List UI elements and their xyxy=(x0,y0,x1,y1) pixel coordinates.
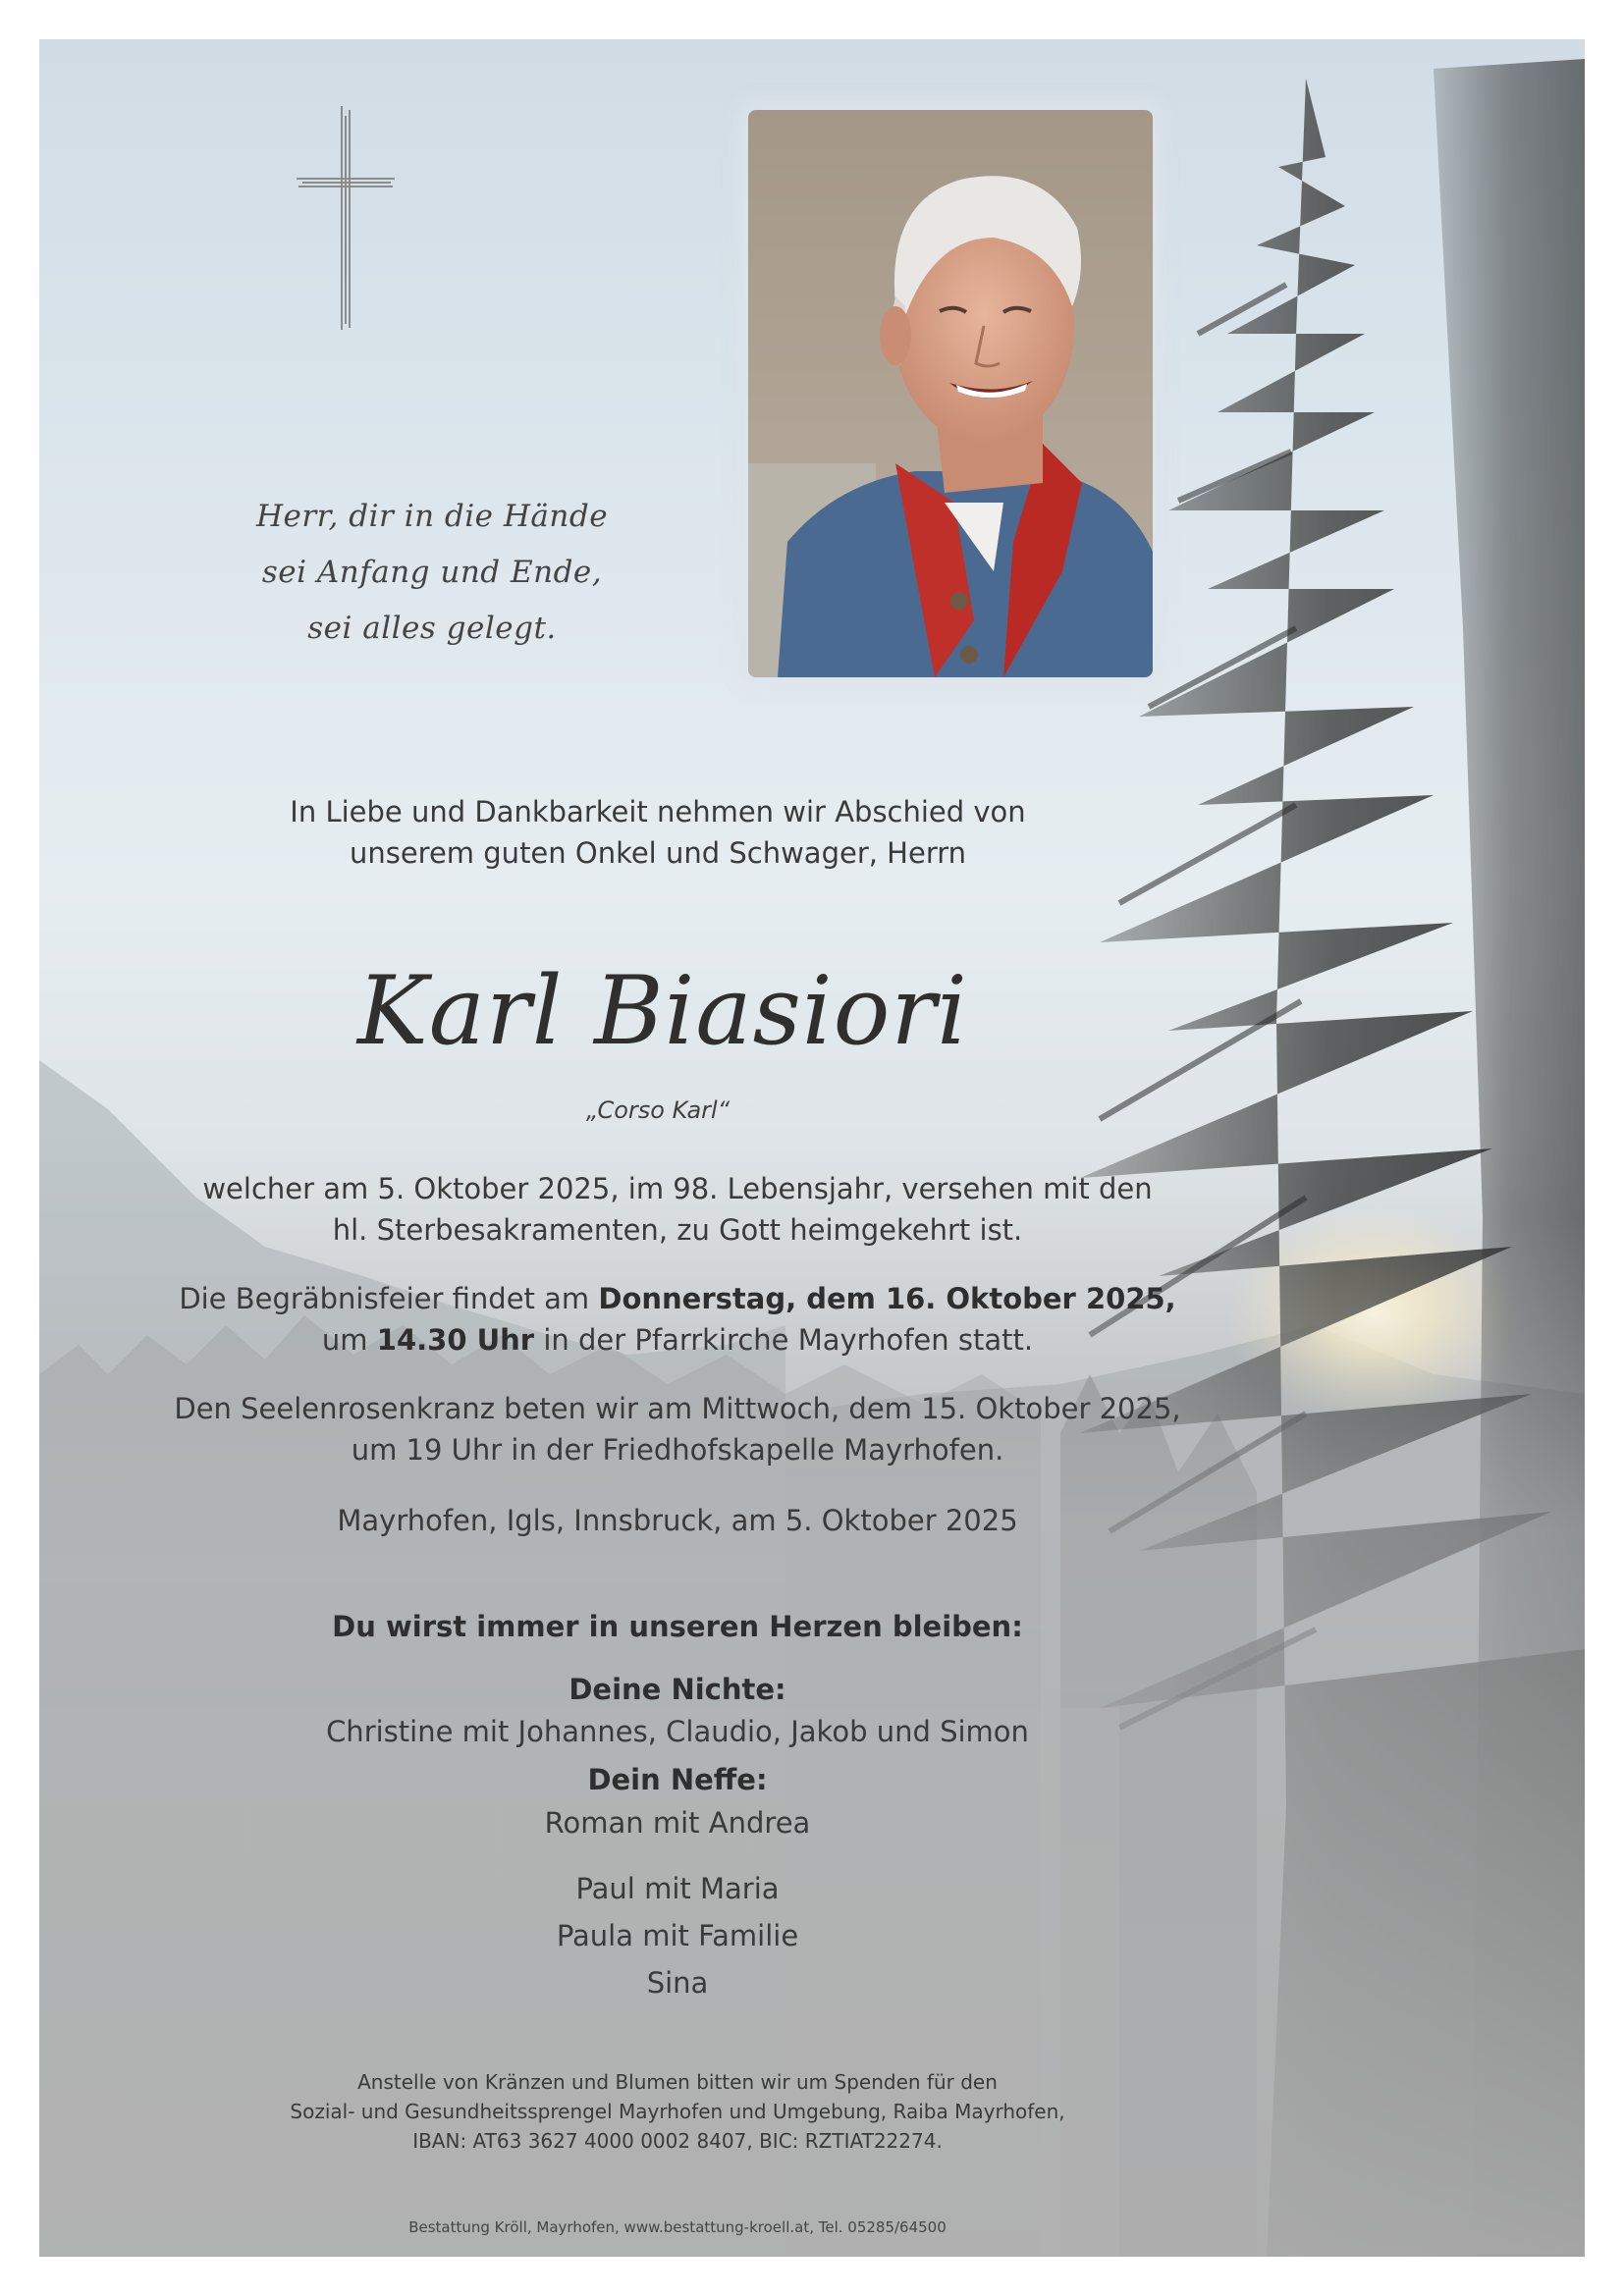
funeral-time: 14.30 Uhr xyxy=(376,1323,535,1357)
donation-line-2: Sozial- und Gesundheitssprengel Mayrhofen und Umgebung, Raiba Mayrhofen, xyxy=(290,2100,1065,2123)
footer-funeral-home: Bestattung Kröll, Mayrhofen, www.bestattung-kroell.at, Tel. 05285/64500 xyxy=(408,2218,947,2236)
rosary-line-2: um 19 Uhr in der Friedhofskapelle Mayrhofen. xyxy=(351,1433,1004,1467)
mourners-heading xyxy=(137,1606,1218,1647)
niece-names: Christine mit Johannes, Claudio, Jakob und Simon xyxy=(326,1715,1029,1748)
rosary-info xyxy=(79,1388,1276,1470)
deceased-nickname: „Corso Karl“ xyxy=(585,1096,731,1124)
nephew-label-text: Dein Neffe: xyxy=(587,1763,768,1796)
cross-icon xyxy=(297,106,395,330)
portrait-photo xyxy=(748,110,1153,677)
other-mourners xyxy=(137,1865,1218,2006)
mourner-item: Sina xyxy=(646,1966,709,2000)
donation-line-3: IBAN: AT63 3627 4000 0002 8407, BIC: RZTIAT22274. xyxy=(412,2129,943,2153)
death-notice-line-1: welcher am 5. Oktober 2025, im 98. Lebensjahr, versehen mit den xyxy=(202,1172,1153,1205)
donation-line-1: Anstelle von Kränzen und Blumen bitten wir um Spenden für den xyxy=(357,2070,998,2094)
place-date: Mayrhofen, Igls, Innsbruck, am 5. Oktober 2025 xyxy=(337,1504,1018,1537)
niece-label-text: Deine Nichte: xyxy=(568,1673,786,1706)
portrait-image xyxy=(748,110,1153,677)
funeral-line2-post: in der Pfarrkirche Mayrhofen statt. xyxy=(534,1323,1034,1357)
verse xyxy=(177,489,687,657)
mourner-item: Paula mit Familie xyxy=(556,1919,799,1952)
verse-line-1: Herr, dir in die Hände xyxy=(255,499,609,534)
verse-line-2: sei Anfang und Ende, xyxy=(261,555,603,590)
funeral-info xyxy=(98,1278,1257,1361)
niece-label xyxy=(137,1669,1218,1710)
intro-line-1: In Liebe und Dankbarkeit nehmen wir Abschied von xyxy=(290,795,1026,828)
deceased-name: Karl Biasiori xyxy=(357,956,968,1066)
intro-text xyxy=(137,791,1178,874)
funeral-line-1 xyxy=(98,1278,1257,1319)
funeral-date: Donnerstag, dem 16. Oktober 2025, xyxy=(598,1282,1176,1315)
death-notice xyxy=(98,1168,1257,1251)
mourner-item: Paul mit Maria xyxy=(575,1872,780,1905)
nephew-names: Roman mit Andrea xyxy=(544,1806,811,1840)
intro-line-2: unserem guten Onkel und Schwager, Herrn xyxy=(349,836,967,870)
funeral-pre: Die Begräbnisfeier findet am xyxy=(179,1282,599,1315)
nephew-label xyxy=(137,1759,1218,1800)
rosary-line-1: Den Seelenrosenkranz beten wir am Mittwoch, dem 15. Oktober 2025, xyxy=(174,1392,1181,1425)
obituary-card xyxy=(39,39,1585,2257)
donation-note xyxy=(137,2067,1218,2156)
death-notice-line-2: hl. Sterbesakramenten, zu Gott heimgekehrt ist. xyxy=(332,1213,1023,1247)
mourners-heading-text: Du wirst immer in unseren Herzen bleiben: xyxy=(332,1610,1023,1643)
verse-line-3: sei alles gelegt. xyxy=(307,611,557,646)
funeral-line2-pre: um xyxy=(321,1323,377,1357)
funeral-line-2 xyxy=(98,1319,1257,1361)
